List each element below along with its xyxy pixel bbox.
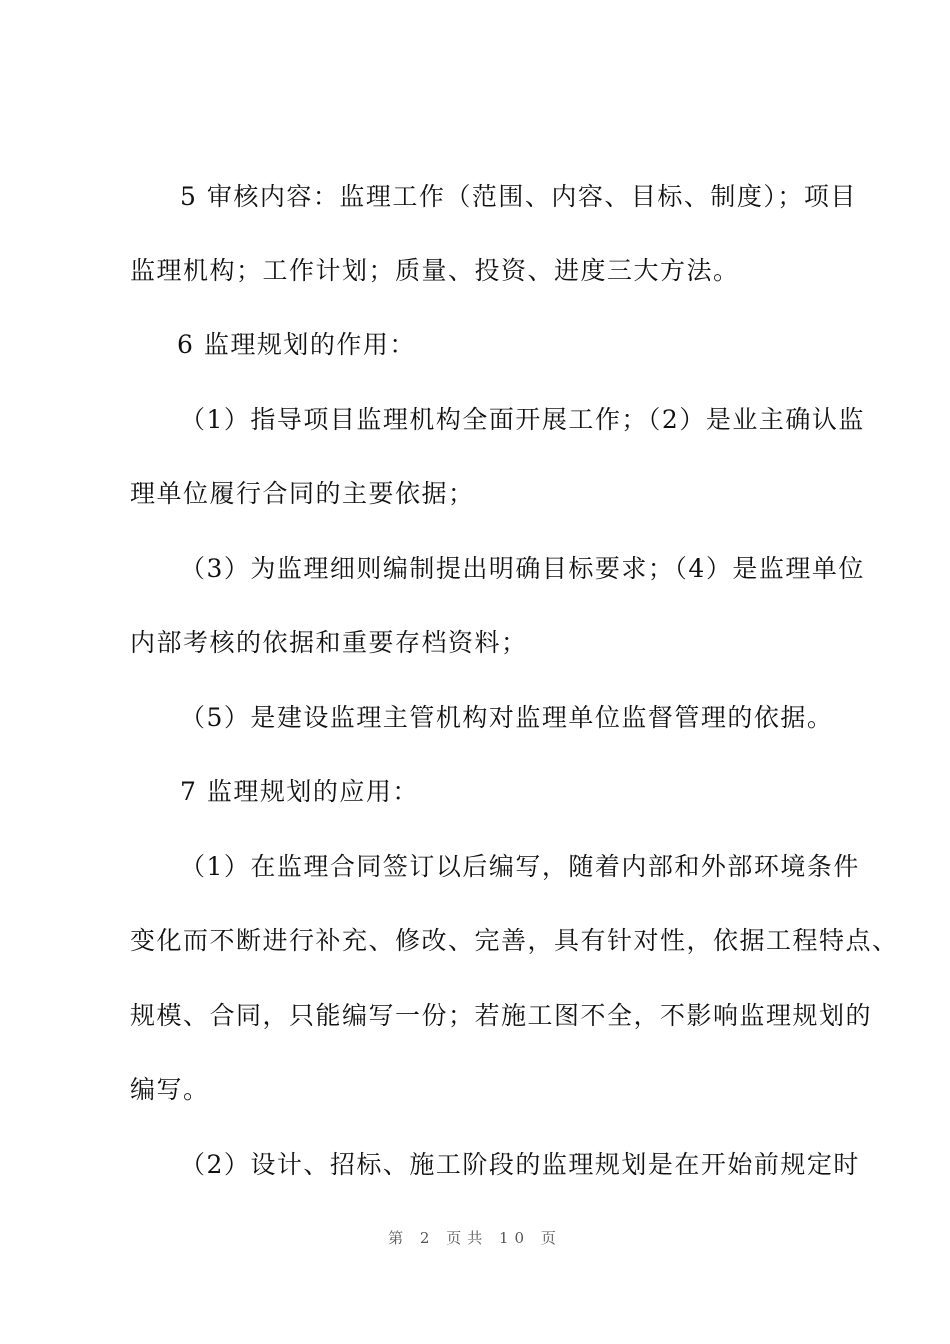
paragraph-line: 7 监理规划的应用：: [180, 777, 419, 806]
paragraph-line: （2）设计、招标、施工阶段的监理规划是在开始前规定时: [180, 1150, 860, 1179]
paragraph-line: 编写。: [130, 1075, 210, 1104]
paragraph-line: 规模、合同，只能编写一份；若施工图不全，不影响监理规划的: [130, 1001, 873, 1030]
paragraph-line: 变化而不断进行补充、修改、完善，具有针对性，依据工程特点、: [130, 926, 899, 955]
paragraph-line: 监理机构；工作计划；质量、投资、进度三大方法。: [130, 256, 740, 285]
paragraph-line: 5 审核内容：监理工作（范围、内容、目标、制度）；项目: [180, 182, 857, 211]
page-footer: 第 2 页共 10 页: [388, 1229, 562, 1247]
paragraph-line: 内部考核的依据和重要存档资料；: [130, 628, 528, 657]
paragraph-line: （1）在监理合同签订以后编写，随着内部和外部环境条件: [180, 852, 860, 881]
paragraph-line: （5）是建设监理主管机构对监理单位监督管理的依据。: [180, 703, 834, 732]
paragraph-line: （1）指导项目监理机构全面开展工作；（2）是业主确认监: [180, 405, 865, 434]
paragraph-line: 6 监理规划的作用：: [177, 330, 416, 359]
paragraph-line: （3）为监理细则编制提出明确目标要求；（4）是监理单位: [180, 554, 865, 583]
paragraph-line: 理单位履行合同的主要依据；: [130, 479, 475, 508]
